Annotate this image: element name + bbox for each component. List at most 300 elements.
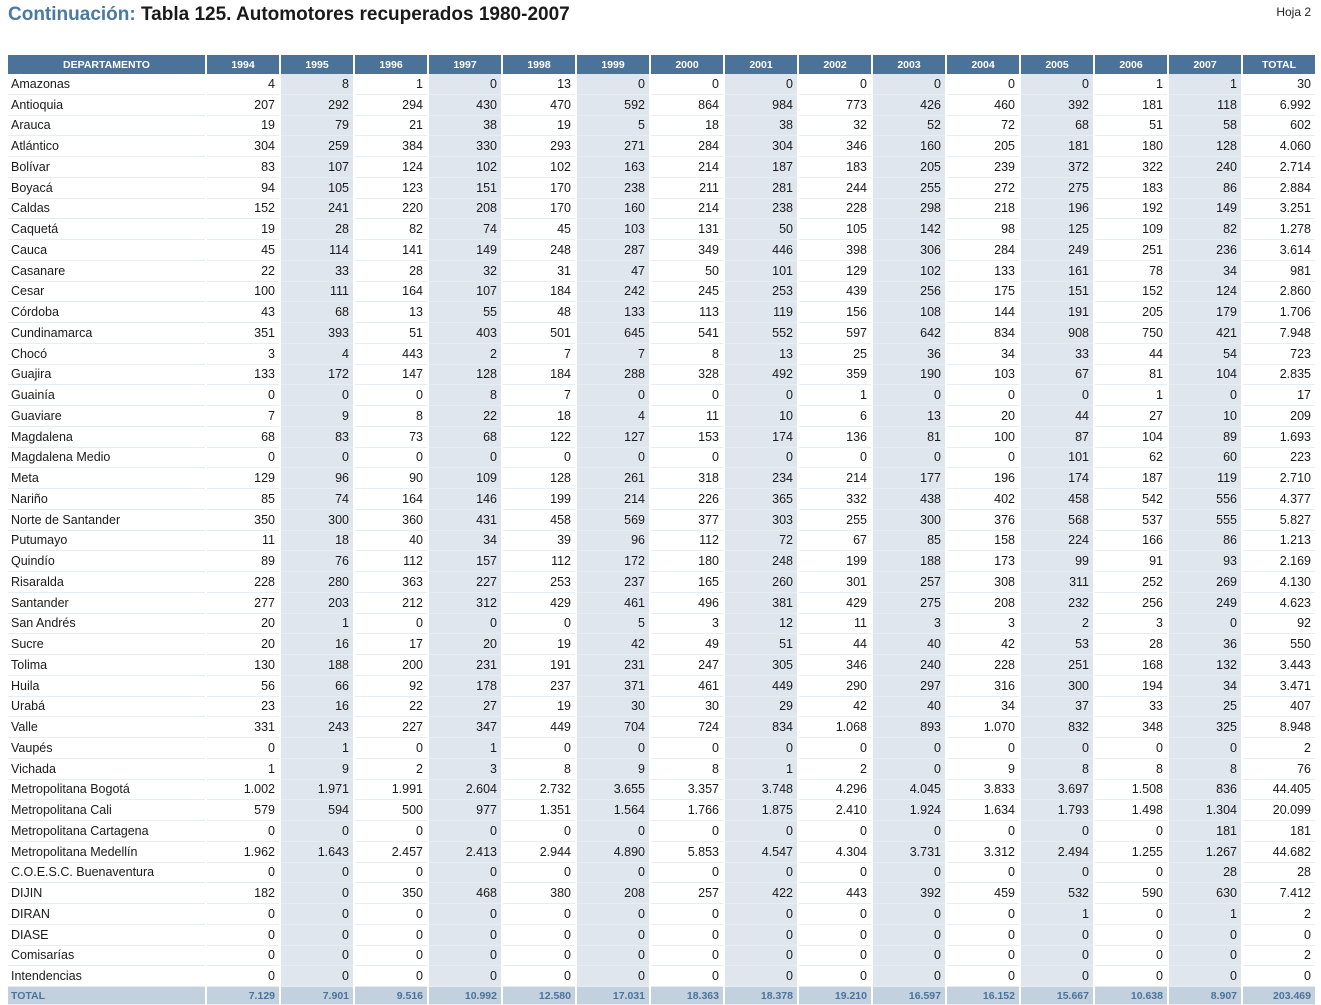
value-cell: 208 (428, 198, 502, 219)
value-cell: 101 (1020, 447, 1094, 468)
value-cell: 284 (650, 136, 724, 157)
value-cell: 181 (1168, 821, 1242, 842)
value-cell: 31 (502, 260, 576, 281)
data-table (8, 55, 1317, 1005)
department-name-cell: Meta (8, 468, 206, 489)
value-cell: 1.971 (280, 779, 354, 800)
value-cell: 2.604 (428, 779, 502, 800)
value-cell: 48 (502, 302, 576, 323)
value-cell: 0 (502, 447, 576, 468)
table-row (8, 343, 1316, 364)
value-cell: 3 (650, 613, 724, 634)
value-cell: 112 (354, 551, 428, 572)
value-cell: 44 (798, 634, 872, 655)
department-name-cell: Risaralda (8, 572, 206, 593)
value-cell: 256 (1094, 592, 1168, 613)
value-cell: 0 (724, 738, 798, 759)
table-row (8, 323, 1316, 344)
value-cell: 0 (872, 862, 946, 883)
value-cell: 20 (428, 634, 502, 655)
value-cell: 161 (1020, 260, 1094, 281)
value-cell: 67 (798, 530, 872, 551)
value-cell: 3.697 (1020, 779, 1094, 800)
value-cell: 181 (1242, 821, 1316, 842)
value-cell: 36 (1168, 634, 1242, 655)
value-cell: 377 (650, 509, 724, 530)
value-cell: 0 (428, 447, 502, 468)
total-value-cell: 203.469 (1242, 987, 1316, 1005)
table-row (8, 281, 1316, 302)
value-cell: 247 (650, 655, 724, 676)
value-cell: 223 (1242, 447, 1316, 468)
value-cell: 164 (354, 281, 428, 302)
value-cell: 68 (428, 426, 502, 447)
value-cell: 214 (650, 198, 724, 219)
value-cell: 3 (946, 613, 1020, 634)
value-cell: 44 (1020, 406, 1094, 427)
value-cell: 5 (576, 115, 650, 136)
value-cell: 332 (798, 489, 872, 510)
value-cell: 78 (1094, 260, 1168, 281)
value-cell: 1.255 (1094, 841, 1168, 862)
value-cell: 242 (576, 281, 650, 302)
value-cell: 109 (1094, 219, 1168, 240)
column-header-2000: 2000 (650, 55, 724, 74)
value-cell: 21 (354, 115, 428, 136)
value-cell: 102 (502, 157, 576, 178)
value-cell: 403 (428, 323, 502, 344)
value-cell: 243 (280, 717, 354, 738)
value-cell: 318 (650, 468, 724, 489)
value-cell: 407 (1242, 696, 1316, 717)
value-cell: 380 (502, 883, 576, 904)
value-cell: 0 (724, 447, 798, 468)
value-cell: 290 (798, 675, 872, 696)
value-cell: 1.068 (798, 717, 872, 738)
value-cell: 0 (502, 738, 576, 759)
value-cell: 34 (946, 696, 1020, 717)
value-cell: 4.377 (1242, 489, 1316, 510)
table-row (8, 592, 1316, 613)
value-cell: 205 (1094, 302, 1168, 323)
value-cell: 5.853 (650, 841, 724, 862)
value-cell: 0 (502, 966, 576, 987)
value-cell: 133 (206, 364, 280, 385)
value-cell: 0 (206, 862, 280, 883)
value-cell: 28 (1094, 634, 1168, 655)
value-cell: 109 (428, 468, 502, 489)
department-name-cell: Arauca (8, 115, 206, 136)
value-cell: 328 (650, 364, 724, 385)
value-cell: 723 (1242, 343, 1316, 364)
value-cell: 240 (872, 655, 946, 676)
value-cell: 90 (354, 468, 428, 489)
value-cell: 311 (1020, 572, 1094, 593)
table-row (8, 177, 1316, 198)
value-cell: 124 (354, 157, 428, 178)
department-name-cell: Caquetá (8, 219, 206, 240)
value-cell: 556 (1168, 489, 1242, 510)
value-cell: 149 (428, 240, 502, 261)
value-cell: 359 (798, 364, 872, 385)
value-cell: 13 (354, 302, 428, 323)
table-row (8, 489, 1316, 510)
table-row (8, 447, 1316, 468)
table-row (8, 551, 1316, 572)
value-cell: 156 (798, 302, 872, 323)
value-cell: 4.304 (798, 841, 872, 862)
value-cell: 4 (576, 406, 650, 427)
value-cell: 0 (946, 966, 1020, 987)
value-cell: 6.992 (1242, 94, 1316, 115)
value-cell: 893 (872, 717, 946, 738)
value-cell: 304 (206, 136, 280, 157)
value-cell: 89 (1168, 426, 1242, 447)
value-cell: 184 (502, 364, 576, 385)
value-cell: 181 (1094, 94, 1168, 115)
value-cell: 0 (1242, 924, 1316, 945)
value-cell: 19 (206, 115, 280, 136)
value-cell: 460 (946, 94, 1020, 115)
value-cell: 93 (1168, 551, 1242, 572)
value-cell: 255 (872, 177, 946, 198)
department-name-cell: Vichada (8, 758, 206, 779)
value-cell: 1 (354, 74, 428, 94)
value-cell: 864 (650, 94, 724, 115)
value-cell: 4.623 (1242, 592, 1316, 613)
value-cell: 196 (1020, 198, 1094, 219)
value-cell: 118 (1168, 94, 1242, 115)
value-cell: 86 (1168, 177, 1242, 198)
value-cell: 2.410 (798, 800, 872, 821)
value-cell: 294 (354, 94, 428, 115)
value-cell: 146 (428, 489, 502, 510)
value-cell: 0 (428, 613, 502, 634)
value-cell: 645 (576, 323, 650, 344)
value-cell: 85 (872, 530, 946, 551)
table-row (8, 364, 1316, 385)
table-body (8, 74, 1316, 1005)
value-cell: 98 (946, 219, 1020, 240)
value-cell: 136 (798, 426, 872, 447)
value-cell: 0 (354, 613, 428, 634)
value-cell: 180 (650, 551, 724, 572)
table-row (8, 758, 1316, 779)
value-cell: 214 (576, 489, 650, 510)
department-name-cell: Magdalena (8, 426, 206, 447)
total-value-cell: 18.363 (650, 987, 724, 1005)
value-cell: 5.827 (1242, 509, 1316, 530)
table-row (8, 675, 1316, 696)
department-name-cell: DIJIN (8, 883, 206, 904)
value-cell: 0 (798, 966, 872, 987)
table-row (8, 841, 1316, 862)
sheet-label: Hoja 2 (1276, 5, 1311, 19)
value-cell: 19 (502, 634, 576, 655)
value-cell: 2.732 (502, 779, 576, 800)
value-cell: 86 (1168, 530, 1242, 551)
value-cell: 44.682 (1242, 841, 1316, 862)
value-cell: 500 (354, 800, 428, 821)
value-cell: 224 (1020, 530, 1094, 551)
value-cell: 194 (1094, 675, 1168, 696)
value-cell: 306 (872, 240, 946, 261)
value-cell: 255 (798, 509, 872, 530)
value-cell: 16 (280, 696, 354, 717)
value-cell: 125 (1020, 219, 1094, 240)
total-value-cell: 17.031 (576, 987, 650, 1005)
value-cell: 0 (650, 924, 724, 945)
column-header-1997: 1997 (428, 55, 502, 74)
table-row (8, 198, 1316, 219)
department-name-cell: San Andrés (8, 613, 206, 634)
value-cell: 0 (280, 904, 354, 925)
value-cell: 32 (428, 260, 502, 281)
value-cell: 0 (576, 945, 650, 966)
value-cell: 241 (280, 198, 354, 219)
value-cell: 187 (1094, 468, 1168, 489)
value-cell: 236 (1168, 240, 1242, 261)
value-cell: 152 (1094, 281, 1168, 302)
value-cell: 205 (872, 157, 946, 178)
column-header-1994: 1994 (206, 55, 280, 74)
value-cell: 1 (1094, 74, 1168, 94)
value-cell: 3.614 (1242, 240, 1316, 261)
value-cell: 429 (502, 592, 576, 613)
value-cell: 192 (1094, 198, 1168, 219)
value-cell: 461 (576, 592, 650, 613)
value-cell: 119 (1168, 468, 1242, 489)
department-name-cell: Chocó (8, 343, 206, 364)
value-cell: 249 (1168, 592, 1242, 613)
value-cell: 1.766 (650, 800, 724, 821)
column-header-1996: 1996 (354, 55, 428, 74)
value-cell: 147 (354, 364, 428, 385)
value-cell: 237 (576, 572, 650, 593)
table-row (8, 157, 1316, 178)
table-row (8, 966, 1316, 987)
department-name-cell: Huila (8, 675, 206, 696)
value-cell: 284 (946, 240, 1020, 261)
value-cell: 0 (724, 945, 798, 966)
value-cell: 122 (502, 426, 576, 447)
value-cell: 7.948 (1242, 323, 1316, 344)
value-cell: 0 (280, 862, 354, 883)
value-cell: 208 (946, 592, 1020, 613)
value-cell: 300 (280, 509, 354, 530)
value-cell: 2.710 (1242, 468, 1316, 489)
value-cell: 128 (502, 468, 576, 489)
value-cell: 33 (1094, 696, 1168, 717)
value-cell: 9 (576, 758, 650, 779)
value-cell: 76 (280, 551, 354, 572)
table-row (8, 655, 1316, 676)
column-header-1999: 1999 (576, 55, 650, 74)
value-cell: 293 (502, 136, 576, 157)
department-name-cell: Intendencias (8, 966, 206, 987)
value-cell: 4.890 (576, 841, 650, 862)
table-row (8, 260, 1316, 281)
value-cell: 834 (724, 717, 798, 738)
value-cell: 0 (1168, 924, 1242, 945)
value-cell: 100 (206, 281, 280, 302)
value-cell: 34 (1168, 260, 1242, 281)
value-cell: 0 (502, 945, 576, 966)
table-row (8, 385, 1316, 406)
continuation-label: Continuación: (8, 4, 136, 25)
value-cell: 0 (428, 945, 502, 966)
value-cell: 3.748 (724, 779, 798, 800)
value-cell: 132 (1168, 655, 1242, 676)
column-header-2001: 2001 (724, 55, 798, 74)
value-cell: 2.494 (1020, 841, 1094, 862)
value-cell: 2 (354, 758, 428, 779)
value-cell: 52 (872, 115, 946, 136)
value-cell: 153 (650, 426, 724, 447)
value-cell: 13 (502, 74, 576, 94)
value-cell: 96 (280, 468, 354, 489)
value-cell: 1 (280, 738, 354, 759)
value-cell: 43 (206, 302, 280, 323)
value-cell: 180 (1094, 136, 1168, 157)
value-cell: 22 (354, 696, 428, 717)
value-cell: 252 (1094, 572, 1168, 593)
total-value-cell: 16.597 (872, 987, 946, 1005)
value-cell: 199 (798, 551, 872, 572)
value-cell: 18 (650, 115, 724, 136)
value-cell: 322 (1094, 157, 1168, 178)
value-cell: 0 (206, 385, 280, 406)
value-cell: 297 (872, 675, 946, 696)
value-cell: 360 (354, 509, 428, 530)
value-cell: 0 (576, 924, 650, 945)
value-cell: 0 (872, 758, 946, 779)
value-cell: 0 (946, 447, 1020, 468)
value-cell: 44.405 (1242, 779, 1316, 800)
value-cell: 257 (872, 572, 946, 593)
value-cell: 0 (576, 862, 650, 883)
value-cell: 0 (206, 447, 280, 468)
value-cell: 2 (798, 758, 872, 779)
value-cell: 0 (1020, 74, 1094, 94)
value-cell: 0 (280, 447, 354, 468)
value-cell: 3 (1094, 613, 1168, 634)
value-cell: 19 (206, 219, 280, 240)
value-cell: 459 (946, 883, 1020, 904)
value-cell: 0 (798, 738, 872, 759)
column-header-2003: 2003 (872, 55, 946, 74)
value-cell: 372 (1020, 157, 1094, 178)
value-cell: 66 (280, 675, 354, 696)
value-cell: 23 (206, 696, 280, 717)
value-cell: 0 (1020, 738, 1094, 759)
value-cell: 232 (1020, 592, 1094, 613)
value-cell: 234 (724, 468, 798, 489)
value-cell: 10 (1168, 406, 1242, 427)
value-cell: 0 (280, 883, 354, 904)
value-cell: 67 (1020, 364, 1094, 385)
department-name-cell: Valle (8, 717, 206, 738)
value-cell: 8 (1094, 758, 1168, 779)
value-cell: 1.564 (576, 800, 650, 821)
value-cell: 8 (428, 385, 502, 406)
value-cell: 103 (576, 219, 650, 240)
value-cell: 130 (206, 655, 280, 676)
department-name-cell: Urabá (8, 696, 206, 717)
value-cell: 0 (946, 904, 1020, 925)
value-cell: 209 (1242, 406, 1316, 427)
value-cell: 555 (1168, 509, 1242, 530)
value-cell: 0 (354, 862, 428, 883)
value-cell: 39 (502, 530, 576, 551)
value-cell: 0 (724, 862, 798, 883)
value-cell: 0 (1242, 966, 1316, 987)
value-cell: 128 (428, 364, 502, 385)
value-cell: 832 (1020, 717, 1094, 738)
column-header-1995: 1995 (280, 55, 354, 74)
value-cell: 170 (502, 177, 576, 198)
value-cell: 100 (946, 426, 1020, 447)
value-cell: 304 (724, 136, 798, 157)
table-row (8, 302, 1316, 323)
total-row (8, 987, 1316, 1005)
value-cell: 7 (502, 385, 576, 406)
value-cell: 0 (1020, 966, 1094, 987)
value-cell: 85 (206, 489, 280, 510)
value-cell: 1.278 (1242, 219, 1316, 240)
value-cell: 1 (428, 738, 502, 759)
value-cell: 260 (724, 572, 798, 593)
value-cell: 29 (724, 696, 798, 717)
value-cell: 42 (946, 634, 1020, 655)
value-cell: 205 (946, 136, 1020, 157)
value-cell: 25 (1168, 696, 1242, 717)
value-cell: 11 (206, 530, 280, 551)
value-cell: 89 (206, 551, 280, 572)
total-value-cell: 18.378 (724, 987, 798, 1005)
value-cell: 36 (872, 343, 946, 364)
department-name-cell: Caldas (8, 198, 206, 219)
value-cell: 11 (650, 406, 724, 427)
value-cell: 0 (946, 74, 1020, 94)
value-cell: 259 (280, 136, 354, 157)
table-row (8, 800, 1316, 821)
department-name-cell: DIASE (8, 924, 206, 945)
value-cell: 2.944 (502, 841, 576, 862)
value-cell: 1 (206, 758, 280, 779)
department-name-cell: Magdalena Medio (8, 447, 206, 468)
column-header-total: TOTAL (1242, 55, 1316, 74)
value-cell: 38 (724, 115, 798, 136)
value-cell: 107 (280, 157, 354, 178)
value-cell: 0 (650, 74, 724, 94)
value-cell: 51 (1094, 115, 1168, 136)
value-cell: 157 (428, 551, 502, 572)
value-cell: 1.634 (946, 800, 1020, 821)
value-cell: 275 (872, 592, 946, 613)
value-cell: 750 (1094, 323, 1168, 344)
value-cell: 33 (280, 260, 354, 281)
value-cell: 199 (502, 489, 576, 510)
value-cell: 112 (650, 530, 724, 551)
value-cell: 0 (1168, 738, 1242, 759)
table-row (8, 468, 1316, 489)
table-row (8, 613, 1316, 634)
value-cell: 4.547 (724, 841, 798, 862)
value-cell: 0 (1094, 924, 1168, 945)
value-cell: 131 (650, 219, 724, 240)
value-cell: 275 (1020, 177, 1094, 198)
